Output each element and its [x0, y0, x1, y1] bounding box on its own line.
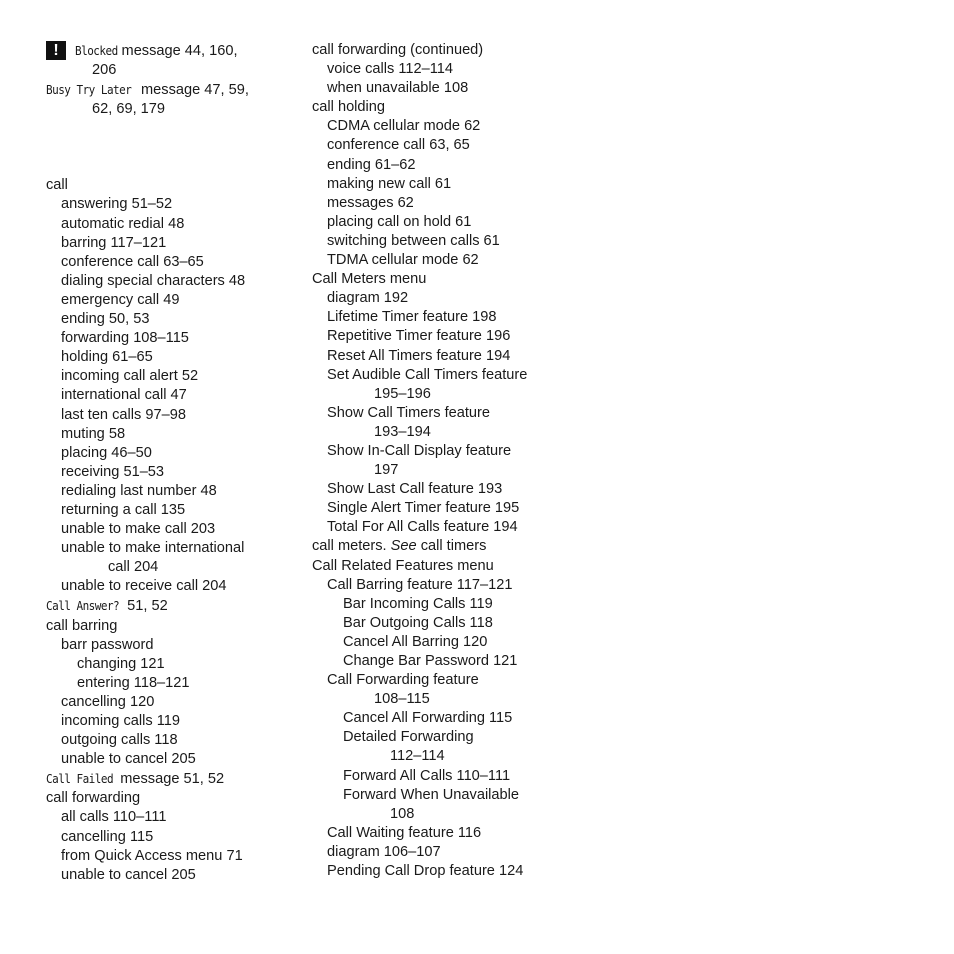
index-subentry: dialing special characters 48	[61, 272, 246, 289]
index-subentry: barr password	[61, 636, 154, 653]
index-subentry: unable to cancel 205	[61, 751, 196, 768]
index-entry-busy	[46, 80, 296, 100]
index-subentry: TDMA cellular mode 62	[327, 252, 479, 269]
index-subentry: Call Waiting feature 116	[327, 824, 482, 841]
index-heading-call-barring: call barring	[46, 617, 118, 634]
display-term-call-answer: Call Answer?	[46, 598, 120, 614]
index-subentry: answering 51–52	[61, 196, 173, 213]
see-target: call timers	[416, 538, 487, 555]
display-term-call-failed: Call Failed	[46, 771, 114, 787]
warning-icon: !	[46, 41, 66, 60]
call-subentries	[46, 195, 296, 539]
index-subentry: switching between calls 61	[327, 232, 500, 249]
index-subentry: automatic redial 48	[61, 215, 185, 232]
index-subentry: conference call 63–65	[61, 253, 204, 270]
entry-pages: message 51, 52	[116, 771, 225, 788]
index-entry-continuation: 193–194	[374, 423, 431, 440]
index-subentry: Show In-Call Display feature	[327, 442, 512, 459]
index-subentry: Repetitive Timer feature 196	[327, 328, 511, 345]
index-subentry: cancelling 115	[61, 828, 154, 845]
index-entry-continuation: 112–114	[390, 748, 445, 765]
index-subentry: receiving 51–53	[61, 463, 165, 480]
index-subentry: muting 58	[61, 425, 126, 442]
index-entry-continuation: 108	[390, 805, 415, 822]
call-forwarding-continued-subentries	[312, 60, 572, 98]
call-barring-feature-subentries	[312, 595, 572, 671]
index-subsubentry: Bar Outgoing Calls 118	[343, 614, 493, 631]
index-entry-continuation: 195–196	[374, 385, 431, 402]
index-subentry: diagram 106–107	[327, 843, 441, 860]
index-subentry: last ten calls 97–98	[61, 406, 186, 423]
call-holding-subentries	[312, 117, 572, 270]
index-subentry: Single Alert Timer feature 195	[327, 500, 520, 517]
index-subsubentry: Forward When Unavailable	[343, 786, 520, 803]
index-heading-call-meters-menu: Call Meters menu	[312, 271, 427, 288]
index-subentry: emergency call 49	[61, 291, 180, 308]
index-entry-call-answer	[46, 596, 296, 616]
index-subentry: unable to cancel 205	[61, 866, 196, 883]
index-column-right	[312, 41, 572, 881]
spacer	[46, 119, 296, 176]
index-subentry: incoming call alert 52	[61, 368, 199, 385]
index-subentry: all calls 110–111	[61, 809, 167, 826]
index-subentry: conference call 63, 65	[327, 137, 470, 154]
index-heading-call-forwarding-continued: call forwarding (continued)	[312, 42, 484, 58]
call-forwarding-subentries	[46, 808, 296, 884]
index-heading-call: call	[46, 177, 68, 194]
index-subsubentry: changing 121	[77, 655, 165, 672]
index-subentry: Reset All Timers feature 194	[327, 347, 511, 364]
index-entry-continuation: 197	[374, 462, 399, 479]
index-entry-call-meters-see	[312, 537, 572, 556]
index-subentry: placing call on hold 61	[327, 213, 472, 230]
index-subentry: Show Call Timers feature	[327, 404, 491, 421]
index-subentry: holding 61–65	[61, 349, 153, 366]
index-subentry: unable to make call 203	[61, 521, 216, 538]
index-subentry: messages 62	[327, 194, 414, 211]
index-entry-continuation: 62, 69, 179	[92, 101, 166, 118]
index-subentry: ending 61–62	[327, 156, 416, 173]
index-subentry: incoming calls 119	[61, 713, 180, 729]
entry-pages: 51, 52	[123, 598, 168, 615]
index-subentry: unable to make international	[61, 540, 245, 557]
index-heading-call-forwarding: call forwarding	[46, 790, 141, 807]
index-subentry: Set Audible Call Timers feature	[327, 366, 528, 383]
index-subentry: redialing last number 48	[61, 482, 217, 499]
index-entry-continuation: call 204	[108, 559, 159, 576]
index-heading-call-holding: call holding	[312, 99, 386, 116]
index-subsubentry: Detailed Forwarding	[343, 729, 474, 746]
index-subentry: making new call 61	[327, 175, 452, 192]
index-subentry: Total For All Calls feature 194	[327, 519, 518, 536]
index-subentry: outgoing calls 118	[61, 732, 178, 749]
index-subentry: when unavailable 108	[327, 80, 469, 97]
entry-pages: message 44, 160,	[117, 43, 238, 59]
index-subentry: from Quick Access menu 71	[61, 847, 243, 864]
entry-pages: message 47, 59,	[136, 82, 249, 99]
index-heading-call-related-features: Call Related Features menu	[312, 557, 494, 574]
see-reference: See	[390, 538, 417, 555]
index-subentry: Lifetime Timer feature 198	[327, 309, 497, 326]
index-subentry: forwarding 108–115	[61, 330, 189, 347]
display-term-blocked: Blocked	[75, 43, 118, 58]
index-subentry: cancelling 120	[61, 693, 155, 710]
index-subentry: Call Forwarding feature	[327, 672, 479, 689]
index-subsubentry: Cancel All Barring 120	[343, 633, 488, 650]
index-subentry: international call 47	[61, 387, 187, 404]
index-entry-continuation: 206	[92, 62, 117, 79]
index-entry-continuation: 108–115	[374, 691, 430, 708]
index-column-left	[46, 41, 296, 885]
index-subentry: unable to receive call 204	[61, 578, 227, 595]
index-subsubentry: Cancel All Forwarding 115	[343, 710, 513, 727]
index-subentry: returning a call 135	[61, 501, 186, 518]
entry-term: call meters.	[312, 538, 391, 555]
index-subentry: barring 117–121	[61, 234, 167, 251]
index-subentry: placing 46–50	[61, 444, 152, 461]
index-subentry: Show Last Call feature 193	[327, 481, 503, 498]
index-subentry: voice calls 112–114	[327, 61, 454, 78]
index-subentry: ending 50, 53	[61, 311, 150, 328]
index-subentry: diagram 192	[327, 290, 409, 307]
index-subsubentry: Forward All Calls 110–111	[343, 767, 511, 784]
call-barring-subentries	[46, 693, 296, 769]
index-subentry: Call Barring feature 117–121	[327, 576, 513, 593]
index-subsubentry: Bar Incoming Calls 119	[343, 595, 493, 612]
index-entry-call-failed	[46, 769, 296, 789]
index-subsubentry: Change Bar Password 121	[343, 653, 518, 669]
index-subsubentry: entering 118–121	[77, 674, 190, 691]
index-entry-blocked	[46, 41, 296, 61]
display-term-busy: Busy Try Later	[46, 82, 132, 98]
index-subentry: CDMA cellular mode 62	[327, 118, 481, 135]
index-subentry: Pending Call Drop feature 124	[327, 863, 524, 880]
